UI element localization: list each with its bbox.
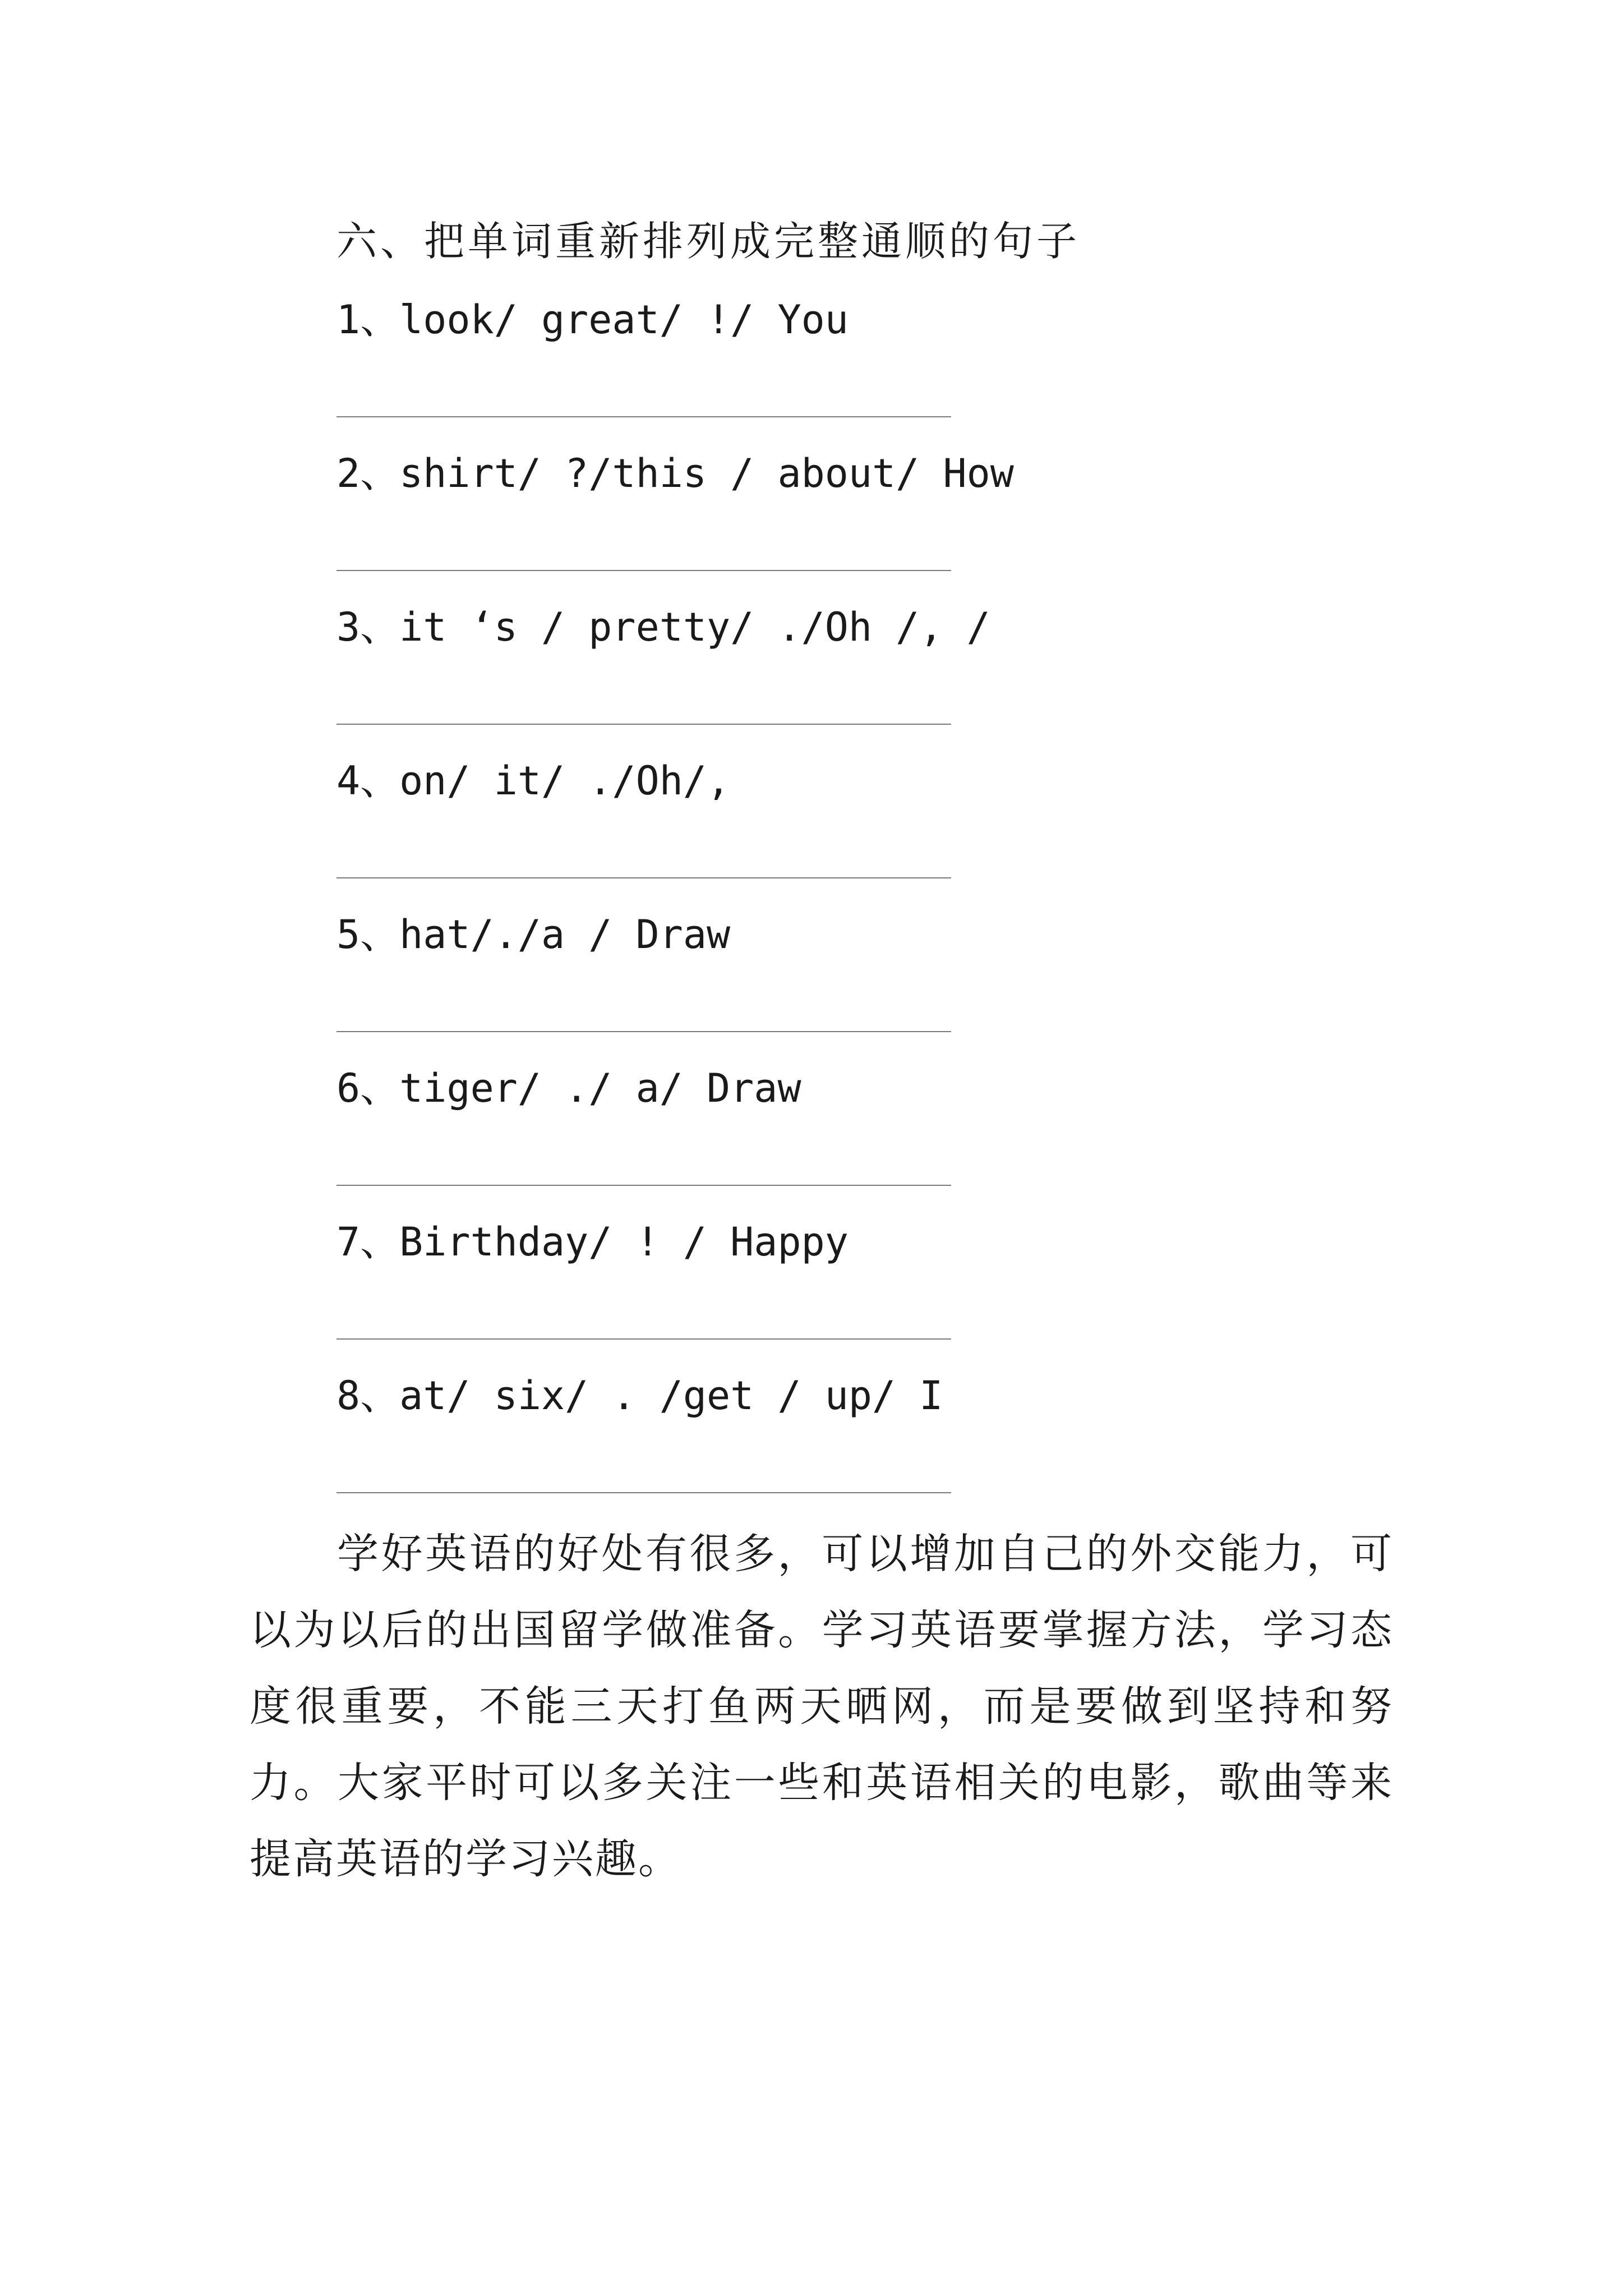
answer-blank-line (336, 1031, 951, 1032)
exercise-prompt: 3、it ‘s / pretty/ ./Oh /, / (336, 604, 990, 650)
exercise-item (336, 1368, 1234, 1521)
answer-blank-line (336, 570, 951, 571)
exercise-list (336, 292, 1234, 1521)
exercise-item (336, 292, 1234, 445)
answer-blank-line (336, 877, 951, 878)
exercise-item (336, 599, 1234, 753)
answer-blank-line (336, 416, 951, 417)
exercise-item (336, 445, 1234, 599)
exercise-prompt: 8、at/ six/ . /get / up/ I (336, 1373, 943, 1419)
exercise-prompt: 1、look/ great/ !/ You (336, 297, 849, 343)
exercise-item (336, 1060, 1234, 1214)
answer-blank-line (336, 1338, 951, 1340)
exercise-prompt: 5、hat/./a / Draw (336, 912, 731, 958)
exercise-prompt: 6、tiger/ ./ a/ Draw (336, 1065, 801, 1111)
exercise-prompt: 7、Birthday/ ! / Happy (336, 1219, 849, 1265)
exercise-item (336, 1214, 1234, 1368)
answer-blank-line (336, 1492, 951, 1493)
answer-blank-line (336, 724, 951, 725)
exercise-item (336, 753, 1234, 907)
exercise-prompt: 4、on/ it/ ./Oh/, (336, 758, 731, 804)
closing-paragraph: 学好英语的好处有很多，可以增加自己的外交能力，可以为以后的出国留学做准备。学习英语要掌握方法，学习态度很重要，不能三天打鱼两天晒网，而是要做到坚持和努力。大家平时可以多关注一些和英语相关的电影，歌曲等来提高英语的学习兴趣。 (250, 1530, 1394, 1883)
exercise-prompt: 2、shirt/ ?/this / about/ How (336, 450, 1014, 496)
exercise-item (336, 907, 1234, 1060)
answer-blank-line (336, 1185, 951, 1186)
section-heading: 六、把单词重新排列成完整通顺的句子 (336, 218, 1081, 265)
